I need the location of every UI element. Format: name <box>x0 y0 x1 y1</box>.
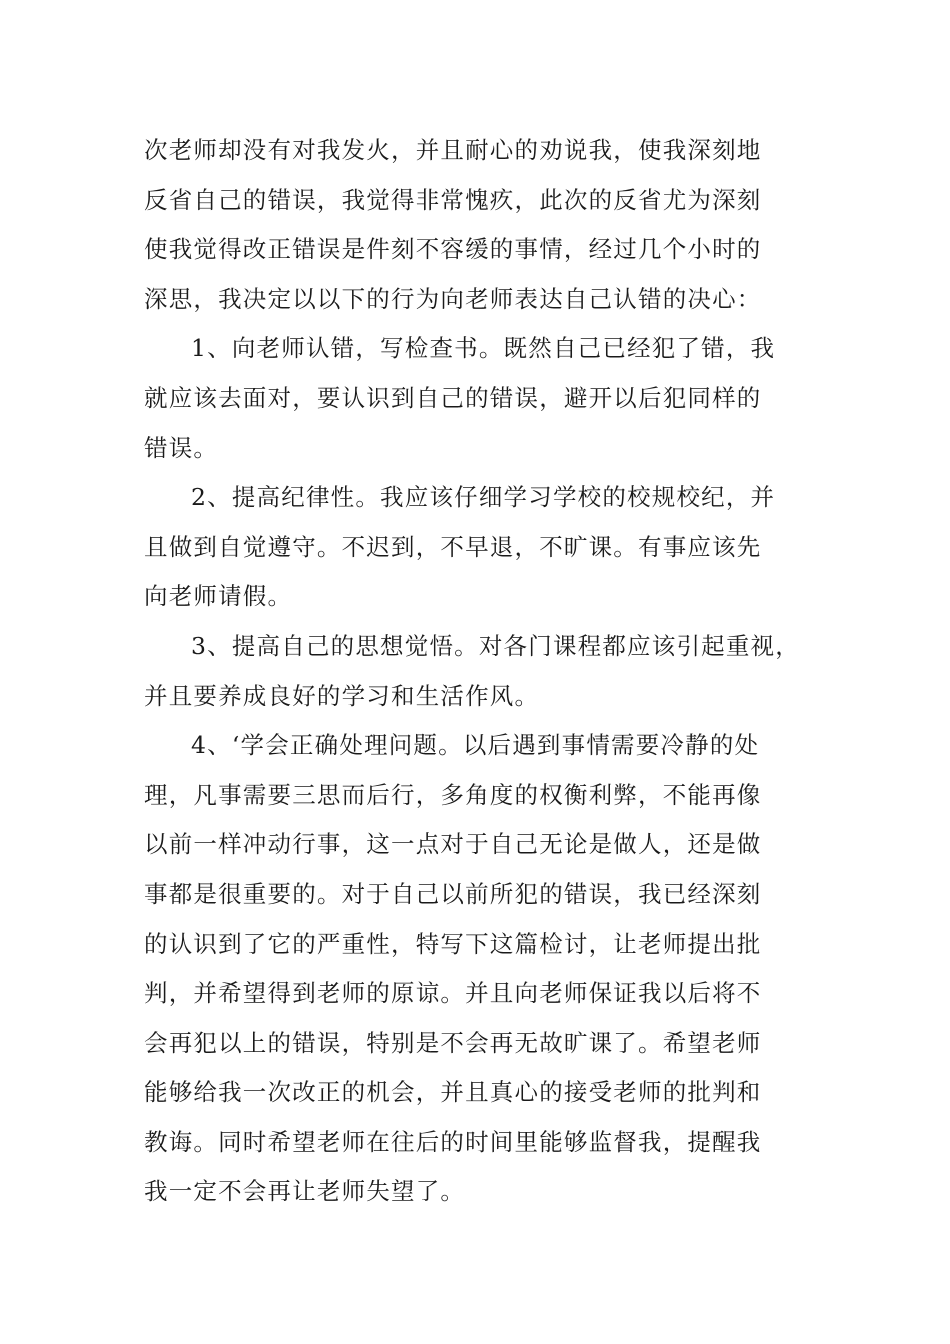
text-line: 教诲。同时希望老师在往后的时间里能够监督我，提醒我 <box>144 1127 762 1156</box>
text-line: 就应该去面对，要认识到自己的错误，避开以后犯同样的 <box>144 383 762 412</box>
text-line: 能够给我一次改正的机会，并且真心的接受老师的批判和 <box>144 1078 762 1107</box>
text-line: 错误。 <box>144 433 219 462</box>
list-item-4-start: 4、‘学会正确处理问题。以后遇到事情需要冷静的处 <box>191 731 760 760</box>
text-line: 理，凡事需要三思而后行，多角度的权衡利弊，不能再像 <box>144 780 762 809</box>
text-line: 我一定不会再让老师失望了。 <box>144 1177 466 1206</box>
document-body <box>144 126 824 1217</box>
text-line: 判，并希望得到老师的原谅。并且向老师保证我以后将不 <box>144 979 762 1008</box>
text-line: 会再犯以上的错误，特别是不会再无故旷课了。希望老师 <box>144 1028 762 1057</box>
list-item-3-start: 3、提高自己的思想觉悟。对各门课程都应该引起重视， <box>191 631 800 660</box>
text-line: 事都是很重要的。对于自己以前所犯的错误，我已经深刻 <box>144 879 762 908</box>
text-line: 的认识到了它的严重性，特写下这篇检讨，让老师提出批 <box>144 929 762 958</box>
list-item-1-start: 1、向老师认错，写检查书。既然自己已经犯了错，我 <box>191 334 776 363</box>
text-line: 次老师却没有对我发火，并且耐心的劝说我，使我深刻地 <box>144 136 762 164</box>
text-line: 并且要养成良好的学习和生活作风。 <box>144 681 540 710</box>
text-line: 深思，我决定以以下的行为向老师表达自己认错的决心： <box>144 284 762 313</box>
text-line: 使我觉得改正错误是件刻不容缓的事情，经过几个小时的 <box>144 235 762 264</box>
text-line: 以前一样冲动行事，这一点对于自己无论是做人，还是做 <box>144 830 762 859</box>
text-line: 反省自己的错误，我觉得非常愧疚，此次的反省尤为深刻 <box>144 185 762 214</box>
list-item-2-start: 2、提高纪律性。我应该仔细学习学校的校规校纪，并 <box>191 483 776 512</box>
text-line: 且做到自觉遵守。不迟到，不早退，不旷课。有事应该先 <box>144 532 762 561</box>
text-line: 向老师请假。 <box>144 582 293 611</box>
